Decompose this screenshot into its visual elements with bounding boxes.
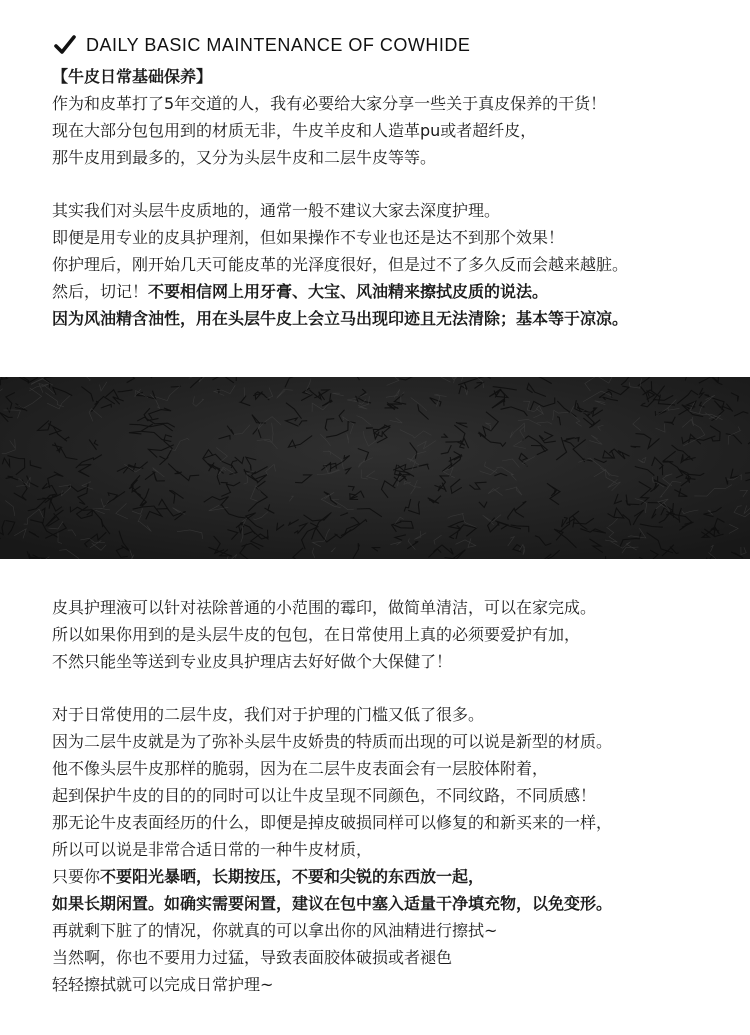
paragraph-line: 再就剩下脏了的情况，你就真的可以拿出你的风油精进行擦拭~: [52, 921, 498, 940]
paragraph-line: 所以可以说是非常合适日常的一种牛皮材质，: [52, 840, 373, 859]
paragraph-line: 那无论牛皮表面经历的什么，即便是掉皮破损同样可以修复的和新买来的一样，: [52, 813, 613, 832]
paragraph-line: 现在大部分包包用到的材质无非，牛皮羊皮和人造革pu或者超纤皮，: [52, 121, 537, 140]
paragraph-line: 不然只能坐等送到专业皮具护理店去好好做个大保健了！: [52, 652, 453, 671]
warning-line: [52, 278, 730, 305]
paragraph-line: 其实我们对头层牛皮质地的，通常一般不建议大家去深度护理。: [52, 201, 501, 220]
tip-prefix: 只要你: [52, 867, 101, 886]
paragraph-line: 皮具护理液可以针对祛除普通的小范围的霉印，做简单清洁，可以在家完成。: [52, 598, 597, 617]
warning-prefix: 然后，切记！: [52, 282, 149, 301]
paragraph-line: 所以如果你用到的是头层牛皮的包包，在日常使用上真的必须要爱护有加，: [52, 625, 581, 644]
paragraph-line: 轻轻擦拭就可以完成日常护理~: [52, 975, 274, 994]
paragraph-line: 你护理后，刚开始几天可能皮革的光泽度很好，但是过不了多久反而会越来越脏。: [52, 255, 629, 274]
paragraph-line: 当然啊，你也不要用力过猛，导致表面胶体破损或者褪色: [52, 948, 453, 967]
section-heading: 【牛皮日常基础保养】: [52, 67, 213, 86]
paragraph-line: 因为二层牛皮就是为了弥补头层牛皮娇贵的特质而出现的可以说是新型的材质。: [52, 732, 613, 751]
paragraph-line: 起到保护牛皮的目的的同时可以让牛皮呈现不同颜色，不同纹路，不同质感！: [52, 786, 597, 805]
section-care: [52, 594, 730, 998]
leather-texture-image: [0, 377, 750, 559]
paragraph-line: 作为和皮革打了5年交道的人，我有必要给大家分享一些关于真皮保养的干货！: [52, 94, 607, 113]
tip-idle-line: 如果长期闲置。如确实需要闲置，建议在包中塞入适量干净填充物，以免变形。: [52, 894, 613, 913]
checkmark-icon: [54, 34, 76, 56]
paragraph-line: 那牛皮用到最多的，又分为头层牛皮和二层牛皮等等。: [52, 148, 437, 167]
section-intro: [52, 63, 730, 332]
warning-bold-text: 不要相信网上用牙膏、大宝、风油精来擦拭皮质的说法。: [148, 282, 549, 301]
tip-line: [52, 863, 730, 890]
tip-bold-text: 不要阳光暴晒，长期按压，不要和尖锐的东西放一起，: [100, 867, 485, 886]
paragraph-line: 他不像头层牛皮那样的脆弱，因为在二层牛皮表面会有一层胶体附着，: [52, 759, 549, 778]
warning-reason-line: 因为风油精含油性，用在头层牛皮上会立马出现印迹且无法清除；基本等于凉凉。: [52, 309, 629, 328]
paragraph-line: 对于日常使用的二层牛皮，我们对于护理的门槛又低了很多。: [52, 705, 485, 724]
section-header: [54, 34, 470, 56]
paragraph-line: 即便是用专业的皮具护理剂，但如果操作不专业也还是达不到那个效果！: [52, 228, 565, 247]
header-title: DAILY BASIC MAINTENANCE OF COWHIDE: [86, 34, 471, 55]
